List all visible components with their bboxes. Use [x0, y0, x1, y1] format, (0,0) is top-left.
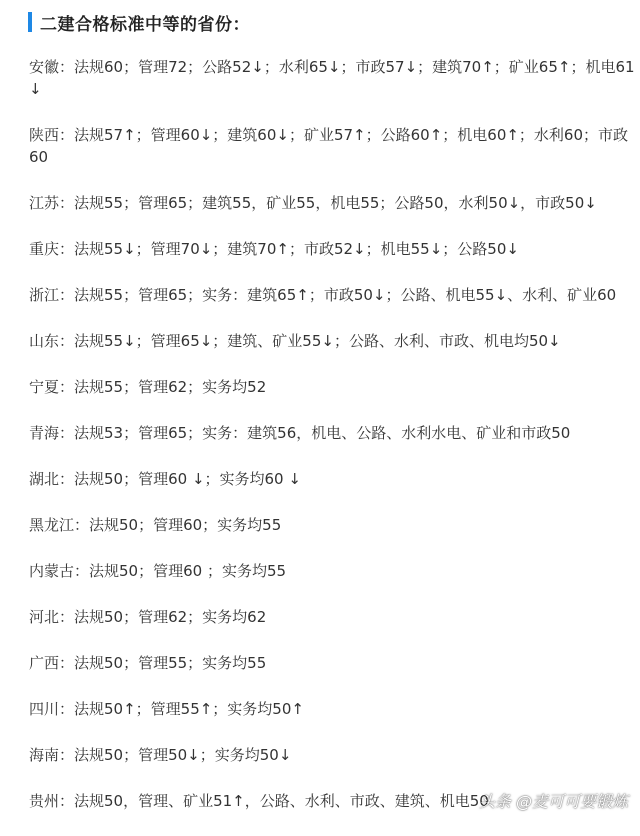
province-entry-anhui: 安徽：法规60；管理72；公路52↓；水利65↓；市政57↓；建筑70↑；矿业65↑；机电61↓	[29, 58, 635, 98]
province-list	[29, 56, 635, 836]
province-entry-guizhou: 贵州：法规50，管理、矿业51↑，公路、水利、市政、建筑、机电50	[29, 792, 489, 810]
province-entry-heilongjiang: 黑龙江：法规50；管理60；实务均55	[29, 516, 282, 534]
province-entry-hainan: 海南：法规50；管理50↓；实务均50↓	[29, 746, 292, 764]
province-entry-jiangsu: 江苏：法规55；管理65；建筑55，矿业55，机电55；公路50，水利50↓，市政50↓	[29, 194, 597, 212]
province-entry-qinghai: 青海：法规53；管理65；实务：建筑56，机电、公路、水利水电、矿业和市政50	[29, 424, 571, 442]
province-entry-hubei: 湖北：法规50；管理60 ↓；实务均60 ↓	[29, 470, 301, 488]
province-entry-ningxia: 宁夏：法规55；管理62；实务均52	[29, 378, 267, 396]
province-entry-shaanxi: 陕西：法规57↑；管理60↓；建筑60↓；矿业57↑；公路60↑；机电60↑；水利60；市政60	[29, 126, 629, 166]
province-entry-shandong: 山东：法规55↓；管理65↓；建筑、矿业55↓；公路、水利、市政、机电均50↓	[29, 332, 561, 350]
watermark: 头条 @麦可可要锻炼	[478, 792, 628, 811]
section-heading	[28, 9, 250, 35]
heading-title: 二建合格标准中等的省份：	[40, 14, 250, 35]
province-entry-sichuan: 四川：法规50↑；管理55↑；实务均50↑	[29, 700, 304, 718]
heading-accent-bar	[28, 12, 32, 32]
province-entry-zhejiang: 浙江：法规55；管理65；实务：建筑65↑；市政50↓；公路、机电55↓、水利、矿业60	[29, 286, 617, 304]
province-entry-guangxi: 广西：法规50；管理55；实务均55	[29, 654, 267, 672]
province-entry-neimenggu: 内蒙古：法规50；管理60 ；实务均55	[29, 562, 287, 580]
province-entry-hebei: 河北：法规50；管理62；实务均62	[29, 608, 267, 626]
province-entry-chongqing: 重庆：法规55↓；管理70↓；建筑70↑；市政52↓；机电55↓；公路50↓	[29, 240, 519, 258]
